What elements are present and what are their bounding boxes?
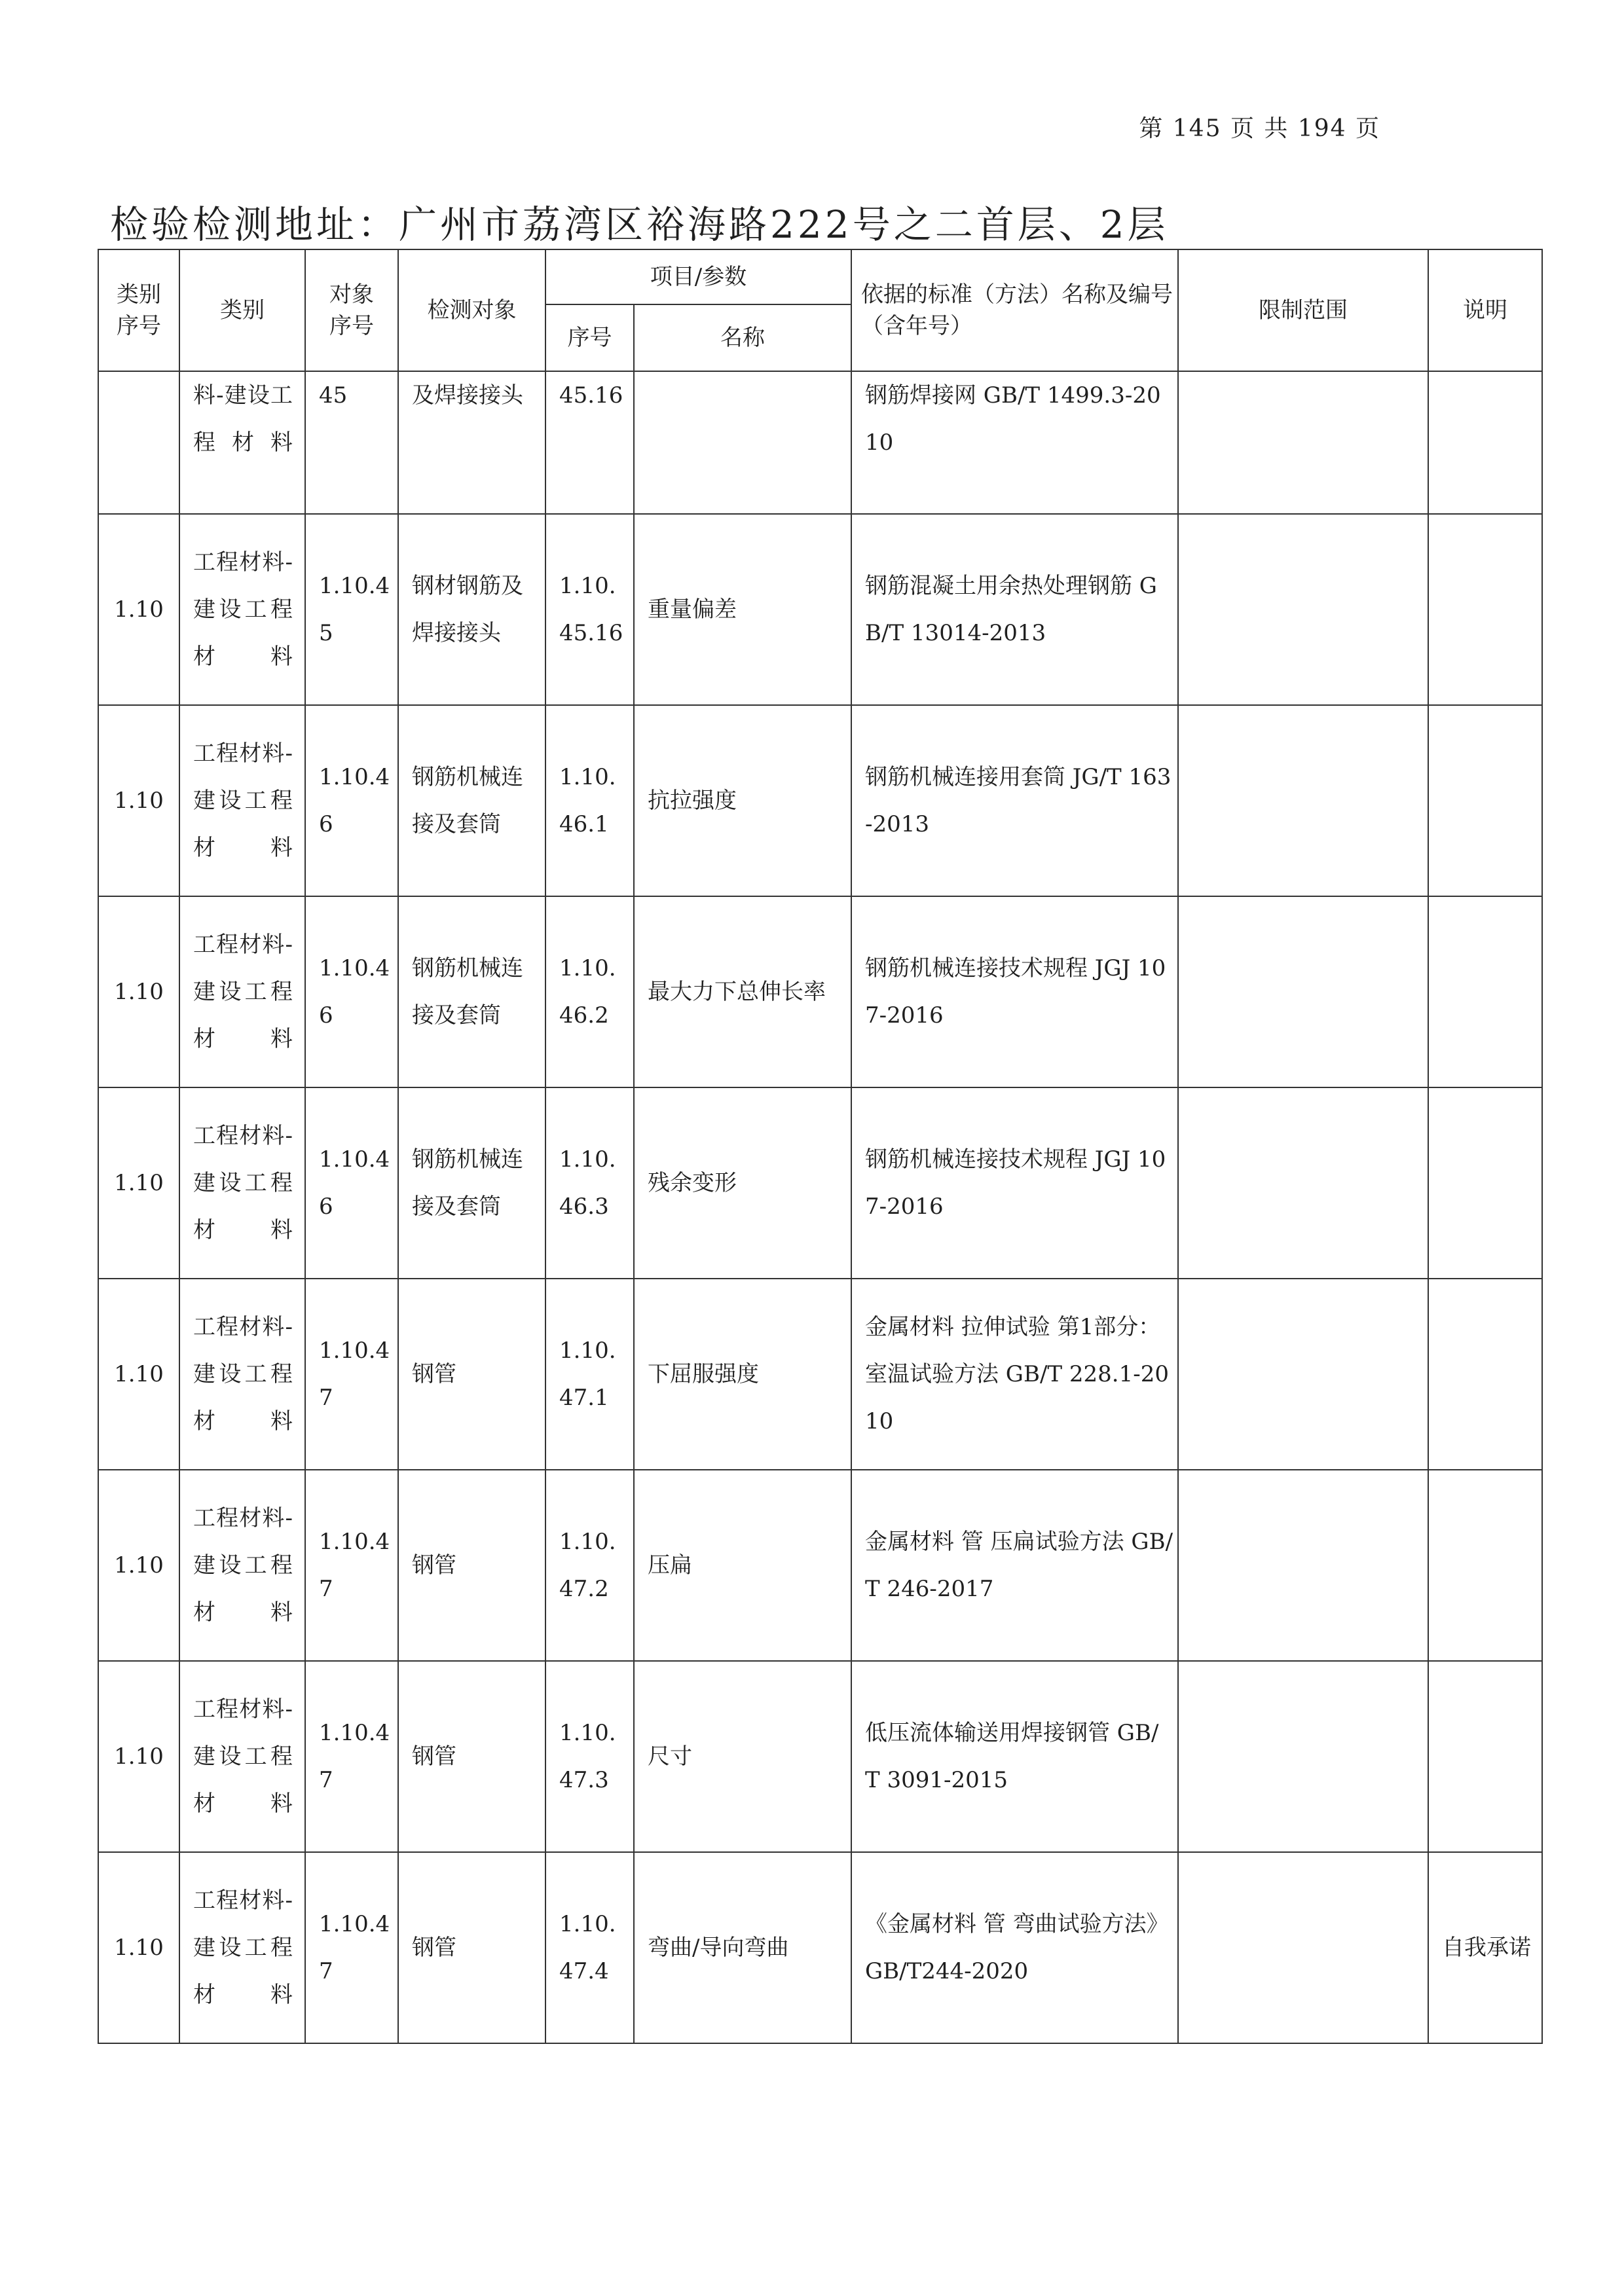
header-standard: 依据的标准（方法）名称及编号（含年号）: [851, 249, 1178, 371]
cell-param-name: 压扁: [634, 1470, 851, 1661]
table-row: [98, 1470, 1542, 1661]
cell-param-no: 1.10.47.4: [545, 1852, 634, 2043]
cell-object: 钢筋机械连接及套筒: [398, 1087, 545, 1279]
cell-cat-no: 1.10: [98, 1279, 179, 1470]
cell-obj-no: 1.10.47: [305, 1470, 398, 1661]
cell-standard: 钢筋焊接网 GB/T 1499.3-2010: [851, 371, 1178, 514]
page-number: 第 145 页 共 194 页: [1139, 115, 1380, 142]
scope-table: [98, 249, 1543, 2044]
table-header: [98, 249, 1542, 371]
cell-standard: 金属材料 管 压扁试验方法 GB/T 246-2017: [851, 1470, 1178, 1661]
cell-cat-no: 1.10: [98, 514, 179, 705]
table-row: [98, 371, 1542, 514]
header-cat-no-line1: 类别: [117, 282, 161, 308]
table-row: [98, 705, 1542, 896]
testing-address: 检验检测地址：广州市荔湾区裕海路222号之二首层、2层: [110, 202, 1169, 247]
header-obj-no-line2: 序号: [329, 313, 374, 339]
cell-note: [1428, 514, 1542, 705]
table-row: [98, 1661, 1542, 1852]
cell-note: 自我承诺: [1428, 1852, 1542, 2043]
cell-limit: [1178, 1279, 1428, 1470]
table-row: [98, 1279, 1542, 1470]
header-param-no: 序号: [545, 304, 634, 371]
cell-limit: [1178, 514, 1428, 705]
cell-cat-no: [98, 371, 179, 514]
cell-obj-no: 1.10.46: [305, 1087, 398, 1279]
cell-object: 钢材钢筋及焊接接头: [398, 514, 545, 705]
header-obj-no: [305, 249, 398, 371]
cell-limit: [1178, 896, 1428, 1087]
header-note: 说明: [1428, 249, 1542, 371]
header-category: 类别: [179, 249, 305, 371]
cell-note: [1428, 896, 1542, 1087]
cell-category: 工程材料-建设工程材料: [179, 705, 305, 896]
header-limit: 限制范围: [1178, 249, 1428, 371]
cell-note: [1428, 705, 1542, 896]
cell-param-name: 残余变形: [634, 1087, 851, 1279]
cell-obj-no: 1.10.47: [305, 1279, 398, 1470]
cell-param-name: 最大力下总伸长率: [634, 896, 851, 1087]
cell-param-name: 尺寸: [634, 1661, 851, 1852]
cell-cat-no: 1.10: [98, 705, 179, 896]
cell-object: 钢管: [398, 1470, 545, 1661]
cell-object: 钢筋机械连接及套筒: [398, 705, 545, 896]
cell-param-no: 1.10.46.2: [545, 896, 634, 1087]
cell-param-no: 1.10.46.3: [545, 1087, 634, 1279]
cell-standard: 低压流体输送用焊接钢管 GB/T 3091-2015: [851, 1661, 1178, 1852]
cell-category: 工程材料-建设工程材料: [179, 1279, 305, 1470]
cell-cat-no: 1.10: [98, 1087, 179, 1279]
cell-category: 工程材料-建设工程材料: [179, 1087, 305, 1279]
cell-cat-no: 1.10: [98, 1470, 179, 1661]
cell-param-no: 1.10.47.2: [545, 1470, 634, 1661]
cell-category: 工程材料-建设工程材料: [179, 514, 305, 705]
cell-category: 工程材料-建设工程材料: [179, 896, 305, 1087]
cell-standard: 钢筋机械连接技术规程 JGJ 107-2016: [851, 1087, 1178, 1279]
cell-param-no: 1.10.47.1: [545, 1279, 634, 1470]
cell-note: [1428, 1087, 1542, 1279]
cell-obj-no: 1.10.47: [305, 1852, 398, 2043]
cell-note: [1428, 1279, 1542, 1470]
cell-obj-no: 1.10.45: [305, 514, 398, 705]
cell-cat-no: 1.10: [98, 1661, 179, 1852]
header-param-group: 项目/参数: [545, 249, 851, 304]
cell-object: 及焊接接头: [398, 371, 545, 514]
cell-param-no: 1.10.47.3: [545, 1661, 634, 1852]
table-row: [98, 514, 1542, 705]
cell-param-no: 45.16: [545, 371, 634, 514]
cell-category: 工程材料-建设工程材料: [179, 1852, 305, 2043]
cell-obj-no: 1.10.47: [305, 1661, 398, 1852]
cell-limit: [1178, 1661, 1428, 1852]
cell-standard: 《金属材料 管 弯曲试验方法》GB/T244-2020: [851, 1852, 1178, 2043]
cell-standard: 钢筋混凝土用余热处理钢筋 GB/T 13014-2013: [851, 514, 1178, 705]
cell-object: 钢筋机械连接及套筒: [398, 896, 545, 1087]
table-row: [98, 1087, 1542, 1279]
cell-limit: [1178, 1852, 1428, 2043]
cell-param-name: [634, 371, 851, 514]
cell-standard: 钢筋机械连接用套筒 JG/T 163-2013: [851, 705, 1178, 896]
cell-object: 钢管: [398, 1279, 545, 1470]
header-obj-no-line1: 对象: [329, 282, 374, 308]
table-row: [98, 896, 1542, 1087]
cell-limit: [1178, 705, 1428, 896]
cell-param-name: 下屈服强度: [634, 1279, 851, 1470]
cell-obj-no: 1.10.46: [305, 896, 398, 1087]
cell-object: 钢管: [398, 1661, 545, 1852]
table-row: [98, 1852, 1542, 2043]
table-body: [98, 371, 1542, 2043]
header-param-name: 名称: [634, 304, 851, 371]
cell-standard: 钢筋机械连接技术规程 JGJ 107-2016: [851, 896, 1178, 1087]
cell-note: [1428, 371, 1542, 514]
cell-param-name: 抗拉强度: [634, 705, 851, 896]
header-cat-no-line2: 序号: [117, 313, 161, 339]
cell-obj-no: 1.10.46: [305, 705, 398, 896]
cell-limit: [1178, 371, 1428, 514]
cell-object: 钢管: [398, 1852, 545, 2043]
header-cat-no: [98, 249, 179, 371]
header-object: 检测对象: [398, 249, 545, 371]
cell-param-no: 1.10.45.16: [545, 514, 634, 705]
cell-param-name: 弯曲/导向弯曲: [634, 1852, 851, 2043]
cell-note: [1428, 1661, 1542, 1852]
cell-cat-no: 1.10: [98, 1852, 179, 2043]
cell-param-no: 1.10.46.1: [545, 705, 634, 896]
cell-cat-no: 1.10: [98, 896, 179, 1087]
cell-category: 工程材料-建设工程材料: [179, 1470, 305, 1661]
cell-category: 料-建设工程材料: [179, 371, 305, 514]
cell-param-name: 重量偏差: [634, 514, 851, 705]
cell-limit: [1178, 1087, 1428, 1279]
cell-limit: [1178, 1470, 1428, 1661]
cell-note: [1428, 1470, 1542, 1661]
cell-obj-no: 45: [305, 371, 398, 514]
cell-standard: 金属材料 拉伸试验 第1部分：室温试验方法 GB/T 228.1-2010: [851, 1279, 1178, 1470]
cell-category: 工程材料-建设工程材料: [179, 1661, 305, 1852]
